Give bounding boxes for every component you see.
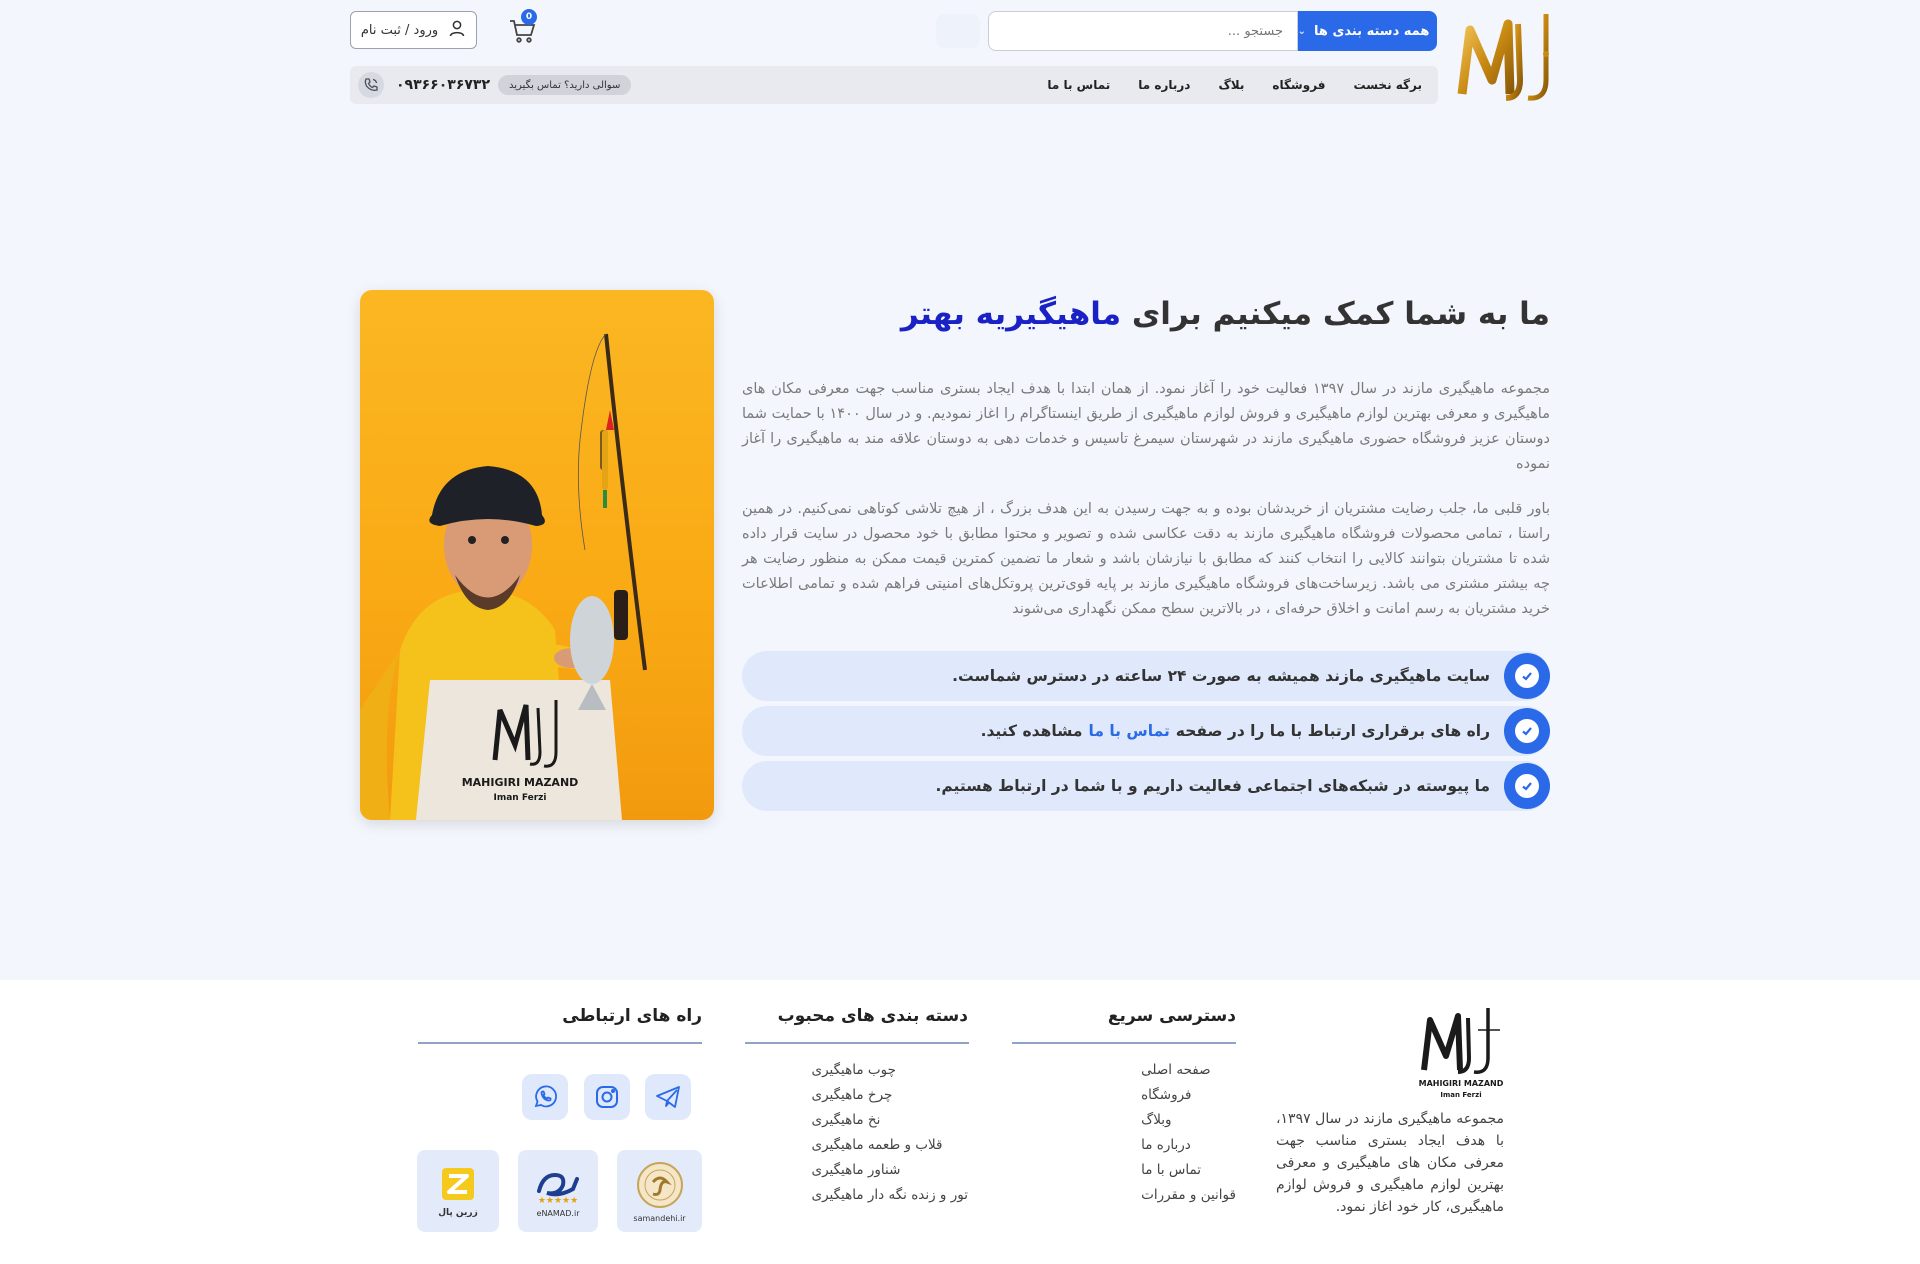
footer-link-blog[interactable]: وبلاگ (1141, 1112, 1172, 1128)
footer-link-contact[interactable]: تماس با ما (1141, 1162, 1202, 1178)
category-link-reel[interactable]: چرخ ماهیگیری (811, 1087, 893, 1103)
zarinpal-badge[interactable] (417, 1150, 499, 1232)
svg-text:★★★★★: ★★★★★ (537, 1195, 579, 1205)
category-link-rod[interactable]: چوب ماهیگیری (811, 1062, 896, 1078)
nav-item-shop[interactable]: فروشگاه (1272, 78, 1326, 92)
hero-image-brand: MAHIGIRI MAZAND (461, 776, 579, 789)
contact-us-link[interactable]: تماس با ما (1088, 722, 1170, 740)
footer-link-home[interactable]: صفحه اصلی (1141, 1062, 1211, 1078)
footer-logo-brand: MAHIGIRI MAZAND (1418, 1079, 1504, 1088)
popular-categories-list (812, 1062, 968, 1203)
category-link-net[interactable]: تور و زنده نگه دار ماهیگیری (811, 1187, 968, 1203)
samandehi-seal-icon (635, 1160, 685, 1210)
feature-text: ما پیوسته در شبکه‌های اجتماعی فعالیت داریم و با شما در ارتباط هستیم. (935, 777, 1490, 795)
check-icon (1504, 708, 1550, 754)
user-icon (448, 19, 466, 41)
cart-count-badge: 0 (521, 9, 537, 25)
popular-categories-title: دسته بندی های محبوب (777, 1006, 968, 1026)
footer-about-text: مجموعه ماهیگیری مازند در سال ۱۳۹۷، با هدف ایجاد بستری مناسب جهت معرفی مکان های ماهیگیری و معرفی بهترین لوازم ماهیگیری و فروش لوازم ماهیگیری، کار خود اغاز نمود. (1276, 1111, 1504, 1215)
samandehi-label: samandehi.ir (633, 1213, 686, 1223)
footer-link-shop[interactable]: فروشگاه (1141, 1087, 1192, 1103)
divider (745, 1042, 969, 1044)
divider (418, 1042, 702, 1044)
feature-item-social (742, 761, 1550, 811)
footer-logo-sub: Iman Ferzi (1440, 1091, 1482, 1099)
hero-paragraph-1: مجموعه ماهیگیری مازند در سال ۱۳۹۷ فعالیت خود را آغاز نمود. از همان ابتدا با هدف ایجاد بستری مناسب جهت معرفی مکان های ماهیگیری و معرفی بهترین لوازم ماهیگیری و فروش لوازم ماهیگیری از طریق اینستاگرام را اغاز نمودیم. و در سال ۱۴۰۰ با حمایت شما دوستان عزیز فروشگاه حضوری ماهیگیری مازند در شهرستان سیمرغ تاسیس و خدمات دهی به دوستان علاقه مند به ماهیگیری را آغاز نموده (742, 381, 1550, 472)
nav-item-home[interactable]: برگه نخست (1353, 78, 1422, 92)
check-icon (1504, 653, 1550, 699)
enamad-label: eNAMAD.ir (536, 1208, 580, 1218)
hero-image (360, 290, 714, 820)
main-nav (1047, 66, 1422, 104)
login-register-button[interactable] (350, 11, 477, 49)
footer-link-terms[interactable]: قوانین و مقررات (1141, 1187, 1236, 1203)
search-input[interactable] (989, 12, 1297, 50)
category-link-hook-bait[interactable]: قلاب و طعمه ماهیگیری (811, 1137, 943, 1153)
whatsapp-icon[interactable] (522, 1074, 568, 1120)
samandehi-badge[interactable] (617, 1150, 702, 1232)
site-logo[interactable] (1448, 10, 1570, 106)
feature-text-after: مشاهده کنید. (980, 722, 1083, 740)
telegram-icon[interactable] (645, 1074, 691, 1120)
nav-item-about[interactable]: درباره ما (1138, 78, 1191, 92)
feature-text: سایت ماهیگیری مازند همیشه به صورت ۲۴ ساعته در دسترس شماست. (952, 667, 1490, 685)
search-ghost-button (936, 14, 980, 48)
enamad-badge[interactable] (518, 1150, 598, 1232)
contact-ways-title: راه های ارتباطی (562, 1006, 702, 1026)
question-pill: سوالی دارید؟ تماس بگیرید (498, 75, 631, 95)
feature-text-before: راه های برقراری ارتباط با ما را در صفحه (1175, 722, 1490, 740)
zarinpal-logo-icon (438, 1164, 478, 1204)
footer-link-about[interactable]: درباره ما (1141, 1137, 1191, 1153)
nav-item-contact[interactable]: تماس با ما (1047, 78, 1111, 92)
nav-item-blog[interactable]: بلاگ (1218, 78, 1245, 92)
phone-number[interactable]: ۰۹۳۶۶۰۳۶۷۳۲ (396, 77, 490, 93)
nav-bar (350, 66, 1438, 104)
feature-item-24h (742, 651, 1550, 701)
feature-item-contact (742, 706, 1550, 756)
divider (1012, 1042, 1236, 1044)
zarinpal-label: زرین پال (438, 1208, 478, 1218)
category-link-line[interactable]: نخ ماهیگیری (811, 1112, 881, 1128)
phone-icon[interactable] (358, 72, 384, 98)
search-field[interactable] (988, 11, 1298, 51)
feature-text (981, 706, 1490, 756)
chevron-down-icon: ⌄ (1297, 25, 1307, 37)
hero-image-sub: Iman Ferzi (493, 793, 547, 803)
category-link-float[interactable]: شناور ماهیگیری (811, 1162, 901, 1178)
quick-access-title: دسترسی سریع (1107, 1006, 1236, 1026)
hero-title (901, 296, 1550, 332)
quick-access-list (1141, 1062, 1236, 1203)
hero-title-highlight: ماهیگیریه بهتر (900, 296, 1122, 332)
login-label: ورود / ثبت نام (360, 22, 439, 38)
all-categories-label: همه دسته بندی ها (1314, 23, 1430, 39)
hero-paragraph-2: باور قلبی ما، جلب رضایت مشتریان از خریدشان بوده و به جهت رسیدن به این هدف بزرگ ، از هیچ تلاشی کوتاهی نمی‌کنیم. در همین راستا ، تمامی محصولات فروشگاه ماهیگیری مازند به دقت عکاسی شده و تصویر و محتوا مطابق با خود محصول در سایت قرار داده شده تا مشتریان بتوانند کالایی را انتخاب کنند که مطابق با نیازشان باشد و شعار ما تضمین کمترین قیمت ممکن به منظور رضایت هر چه بیشتر مشتری می باشد. زیرساخت‌های فروشگاه ماهیگیری مازند بر پایه قوی‌ترین پروتکل‌های امنیتی فراهم شده و تمامی اطلاعات خرید مشتریان به رسم امانت و اخلاق حرفه‌ای ، در بالاترین سطح ممکن نگهداری می‌شوند (742, 501, 1550, 617)
all-categories-button[interactable] (1290, 11, 1437, 51)
hero-title-prefix: ما به شما کمک میکنیم برای (1121, 296, 1550, 332)
enamad-logo-icon (529, 1165, 587, 1205)
instagram-icon[interactable] (584, 1074, 630, 1120)
footer-logo[interactable] (1416, 1006, 1506, 1102)
check-icon (1504, 763, 1550, 809)
